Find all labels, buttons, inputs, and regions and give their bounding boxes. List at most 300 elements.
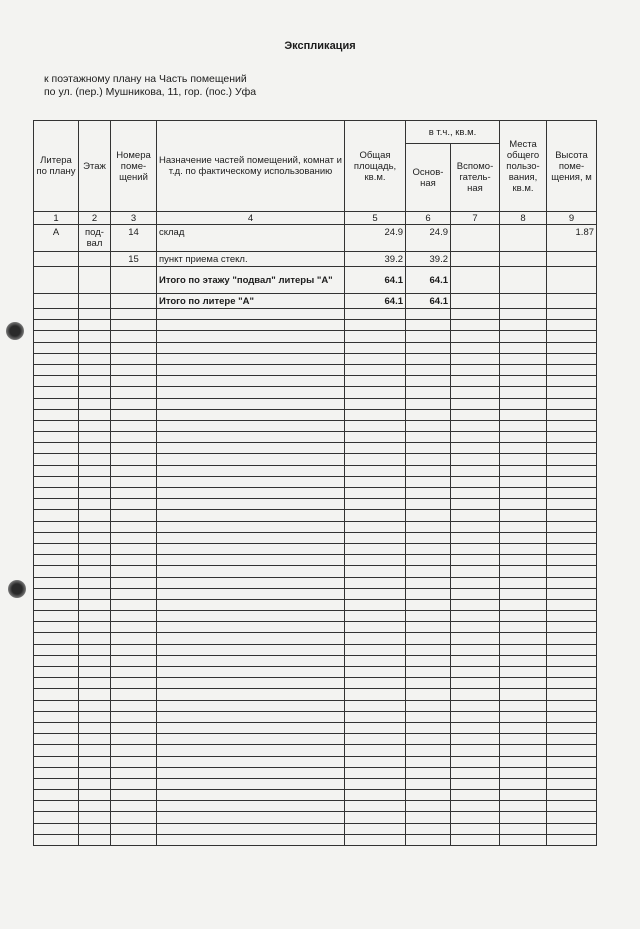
cell-main: 24.9 — [406, 225, 451, 252]
empty-cell — [345, 443, 406, 454]
empty-row — [34, 331, 597, 342]
empty-cell — [500, 667, 547, 678]
cell-litera — [34, 252, 79, 267]
cell-total: 64.1 — [345, 267, 406, 294]
empty-cell — [500, 320, 547, 331]
empty-cell — [406, 611, 451, 622]
empty-cell — [79, 700, 111, 711]
empty-cell — [157, 409, 345, 420]
empty-row — [34, 387, 597, 398]
empty-cell — [406, 700, 451, 711]
cell-etazh: под-вал — [79, 225, 111, 252]
empty-cell — [79, 801, 111, 812]
empty-row — [34, 734, 597, 745]
empty-cell — [34, 801, 79, 812]
empty-cell — [500, 756, 547, 767]
empty-cell — [111, 566, 157, 577]
empty-cell — [34, 398, 79, 409]
empty-cell — [451, 454, 500, 465]
empty-cell — [406, 420, 451, 431]
empty-row — [34, 689, 597, 700]
empty-cell — [34, 611, 79, 622]
empty-cell — [157, 476, 345, 487]
empty-row — [34, 588, 597, 599]
cell-height: 1.87 — [547, 225, 597, 252]
empty-cell — [157, 364, 345, 375]
empty-cell — [345, 644, 406, 655]
cell-aux — [451, 252, 500, 267]
empty-cell — [79, 823, 111, 834]
empty-row — [34, 555, 597, 566]
empty-cell — [345, 599, 406, 610]
empty-cell — [500, 376, 547, 387]
empty-cell — [500, 420, 547, 431]
empty-cell — [34, 812, 79, 823]
empty-cell — [500, 700, 547, 711]
empty-cell — [111, 722, 157, 733]
header-litera: Литера по плану — [34, 121, 79, 212]
empty-cell — [547, 622, 597, 633]
empty-cell — [79, 655, 111, 666]
empty-cell — [79, 398, 111, 409]
empty-cell — [451, 745, 500, 756]
empty-row — [34, 476, 597, 487]
empty-row — [34, 700, 597, 711]
empty-cell — [500, 454, 547, 465]
empty-cell — [500, 633, 547, 644]
empty-cell — [157, 577, 345, 588]
empty-cell — [451, 611, 500, 622]
cell-aux — [451, 267, 500, 294]
empty-cell — [451, 577, 500, 588]
empty-cell — [406, 622, 451, 633]
empty-cell — [34, 667, 79, 678]
empty-cell — [157, 376, 345, 387]
empty-cell — [547, 398, 597, 409]
empty-cell — [79, 409, 111, 420]
empty-cell — [406, 432, 451, 443]
empty-row — [34, 353, 597, 364]
empty-cell — [547, 812, 597, 823]
empty-cell — [345, 387, 406, 398]
empty-cell — [34, 756, 79, 767]
empty-cell — [451, 655, 500, 666]
empty-cell — [547, 745, 597, 756]
empty-cell — [500, 801, 547, 812]
empty-cell — [111, 331, 157, 342]
empty-cell — [79, 443, 111, 454]
empty-cell — [34, 655, 79, 666]
empty-cell — [406, 331, 451, 342]
empty-cell — [34, 454, 79, 465]
empty-cell — [547, 633, 597, 644]
empty-cell — [79, 734, 111, 745]
empty-cell — [406, 543, 451, 554]
empty-cell — [157, 678, 345, 689]
empty-cell — [451, 667, 500, 678]
empty-cell — [345, 812, 406, 823]
empty-cell — [34, 834, 79, 845]
empty-cell — [79, 745, 111, 756]
empty-cell — [500, 398, 547, 409]
empty-cell — [79, 488, 111, 499]
empty-cell — [345, 342, 406, 353]
empty-cell — [500, 588, 547, 599]
empty-cell — [79, 331, 111, 342]
empty-row — [34, 432, 597, 443]
empty-cell — [547, 409, 597, 420]
empty-cell — [547, 543, 597, 554]
empty-cell — [406, 443, 451, 454]
document-title: Экспликация — [284, 40, 356, 52]
empty-cell — [34, 555, 79, 566]
empty-cell — [111, 342, 157, 353]
empty-cell — [500, 387, 547, 398]
cell-total: 64.1 — [345, 294, 406, 309]
empty-cell — [79, 532, 111, 543]
cell-common — [500, 267, 547, 294]
empty-cell — [547, 644, 597, 655]
empty-cell — [451, 543, 500, 554]
empty-cell — [451, 566, 500, 577]
punch-hole — [8, 580, 26, 598]
empty-cell — [157, 499, 345, 510]
empty-cell — [111, 420, 157, 431]
empty-cell — [345, 331, 406, 342]
empty-cell — [500, 499, 547, 510]
cell-etazh — [79, 267, 111, 294]
empty-row — [34, 745, 597, 756]
empty-cell — [547, 420, 597, 431]
empty-cell — [157, 778, 345, 789]
empty-cell — [111, 633, 157, 644]
empty-cell — [451, 488, 500, 499]
empty-cell — [345, 465, 406, 476]
header-vysota: Высота поме-щения, м — [547, 121, 597, 212]
empty-cell — [345, 376, 406, 387]
empty-cell — [111, 745, 157, 756]
empty-cell — [547, 320, 597, 331]
empty-cell — [500, 353, 547, 364]
empty-row — [34, 678, 597, 689]
empty-cell — [157, 398, 345, 409]
empty-cell — [500, 443, 547, 454]
empty-cell — [547, 476, 597, 487]
empty-cell — [157, 543, 345, 554]
empty-cell — [79, 767, 111, 778]
empty-cell — [500, 465, 547, 476]
empty-cell — [111, 465, 157, 476]
empty-cell — [79, 667, 111, 678]
empty-cell — [157, 353, 345, 364]
empty-cell — [111, 756, 157, 767]
empty-cell — [111, 790, 157, 801]
empty-cell — [547, 588, 597, 599]
empty-cell — [34, 476, 79, 487]
empty-cell — [79, 599, 111, 610]
empty-cell — [111, 387, 157, 398]
empty-row — [34, 465, 597, 476]
empty-cell — [500, 364, 547, 375]
empty-cell — [79, 342, 111, 353]
empty-cell — [79, 320, 111, 331]
empty-cell — [500, 532, 547, 543]
empty-cell — [451, 443, 500, 454]
empty-cell — [157, 834, 345, 845]
empty-cell — [79, 387, 111, 398]
empty-row — [34, 655, 597, 666]
empty-cell — [451, 364, 500, 375]
empty-cell — [79, 364, 111, 375]
cell-etazh — [79, 294, 111, 309]
empty-cell — [79, 432, 111, 443]
empty-cell — [406, 734, 451, 745]
empty-cell — [451, 387, 500, 398]
empty-cell — [111, 510, 157, 521]
empty-cell — [547, 577, 597, 588]
empty-cell — [79, 521, 111, 532]
empty-cell — [406, 342, 451, 353]
empty-cell — [79, 633, 111, 644]
empty-cell — [451, 510, 500, 521]
empty-cell — [111, 767, 157, 778]
empty-cell — [79, 309, 111, 320]
empty-cell — [451, 812, 500, 823]
empty-row — [34, 566, 597, 577]
empty-row — [34, 398, 597, 409]
empty-cell — [111, 443, 157, 454]
empty-cell — [345, 790, 406, 801]
empty-cell — [406, 588, 451, 599]
empty-cell — [34, 622, 79, 633]
empty-cell — [157, 700, 345, 711]
empty-cell — [345, 521, 406, 532]
empty-row — [34, 309, 597, 320]
header-obshaya: Общая площадь, кв.м. — [345, 121, 406, 212]
empty-cell — [345, 543, 406, 554]
empty-row — [34, 376, 597, 387]
empty-cell — [406, 510, 451, 521]
empty-cell — [34, 790, 79, 801]
empty-cell — [345, 566, 406, 577]
empty-row — [34, 443, 597, 454]
empty-cell — [157, 465, 345, 476]
empty-cell — [500, 823, 547, 834]
empty-cell — [406, 309, 451, 320]
empty-cell — [34, 566, 79, 577]
empty-cell — [111, 309, 157, 320]
cell-aux — [451, 225, 500, 252]
empty-row — [34, 454, 597, 465]
empty-cell — [111, 622, 157, 633]
empty-cell — [34, 376, 79, 387]
empty-cell — [111, 398, 157, 409]
empty-cell — [34, 432, 79, 443]
empty-row — [34, 790, 597, 801]
empty-cell — [500, 611, 547, 622]
cell-main: 64.1 — [406, 294, 451, 309]
empty-cell — [547, 689, 597, 700]
empty-cell — [451, 532, 500, 543]
empty-cell — [406, 834, 451, 845]
empty-cell — [79, 834, 111, 845]
empty-row — [34, 722, 597, 733]
empty-cell — [34, 633, 79, 644]
empty-cell — [111, 364, 157, 375]
empty-row — [34, 756, 597, 767]
empty-cell — [345, 700, 406, 711]
empty-cell — [451, 801, 500, 812]
empty-row — [34, 364, 597, 375]
empty-cell — [451, 409, 500, 420]
empty-cell — [157, 611, 345, 622]
empty-cell — [111, 711, 157, 722]
empty-cell — [34, 767, 79, 778]
empty-cell — [500, 678, 547, 689]
empty-cell — [500, 555, 547, 566]
empty-cell — [345, 611, 406, 622]
empty-cell — [157, 812, 345, 823]
empty-cell — [79, 812, 111, 823]
empty-cell — [111, 778, 157, 789]
empty-cell — [345, 834, 406, 845]
column-number-row — [34, 212, 597, 225]
empty-cell — [500, 790, 547, 801]
empty-row — [34, 644, 597, 655]
empty-row — [34, 622, 597, 633]
empty-row — [34, 320, 597, 331]
empty-cell — [500, 622, 547, 633]
empty-cell — [157, 734, 345, 745]
header-osnovnaya: Основ-ная — [406, 144, 451, 212]
empty-cell — [79, 622, 111, 633]
empty-cell — [451, 353, 500, 364]
empty-cell — [111, 577, 157, 588]
column-number: 8 — [500, 212, 547, 225]
explication-table — [33, 120, 597, 846]
empty-cell — [157, 823, 345, 834]
empty-cell — [34, 420, 79, 431]
empty-cell — [34, 309, 79, 320]
empty-cell — [79, 510, 111, 521]
empty-cell — [345, 622, 406, 633]
empty-cell — [111, 667, 157, 678]
empty-cell — [406, 566, 451, 577]
empty-cell — [111, 543, 157, 554]
empty-cell — [34, 521, 79, 532]
empty-cell — [451, 689, 500, 700]
empty-cell — [111, 823, 157, 834]
empty-cell — [345, 722, 406, 733]
empty-cell — [345, 532, 406, 543]
empty-cell — [406, 599, 451, 610]
empty-cell — [111, 655, 157, 666]
header-vspomogatelnaya: Вспомо-гатель-ная — [451, 144, 500, 212]
empty-cell — [34, 353, 79, 364]
empty-cell — [500, 476, 547, 487]
empty-cell — [500, 834, 547, 845]
empty-cell — [345, 577, 406, 588]
empty-cell — [345, 476, 406, 487]
empty-cell — [157, 756, 345, 767]
empty-cell — [34, 320, 79, 331]
header-vtch: в т.ч., кв.м. — [406, 121, 500, 144]
empty-cell — [451, 465, 500, 476]
empty-cell — [406, 812, 451, 823]
empty-cell — [111, 734, 157, 745]
empty-cell — [451, 342, 500, 353]
empty-cell — [500, 711, 547, 722]
empty-cell — [34, 443, 79, 454]
empty-row — [34, 532, 597, 543]
empty-cell — [79, 790, 111, 801]
empty-cell — [34, 577, 79, 588]
empty-cell — [547, 432, 597, 443]
empty-cell — [34, 734, 79, 745]
empty-cell — [157, 309, 345, 320]
empty-cell — [34, 689, 79, 700]
empty-row — [34, 543, 597, 554]
empty-cell — [111, 689, 157, 700]
empty-cell — [157, 320, 345, 331]
empty-cell — [406, 767, 451, 778]
empty-cell — [406, 376, 451, 387]
empty-row — [34, 667, 597, 678]
punch-hole — [6, 322, 24, 340]
empty-cell — [345, 555, 406, 566]
cell-nomer — [111, 294, 157, 309]
empty-cell — [406, 555, 451, 566]
column-number: 9 — [547, 212, 597, 225]
empty-cell — [79, 689, 111, 700]
empty-cell — [157, 521, 345, 532]
empty-cell — [547, 555, 597, 566]
empty-cell — [79, 778, 111, 789]
empty-cell — [157, 566, 345, 577]
empty-cell — [345, 633, 406, 644]
empty-cell — [111, 812, 157, 823]
empty-row — [34, 767, 597, 778]
empty-cell — [157, 588, 345, 599]
cell-common — [500, 294, 547, 309]
cell-height — [547, 252, 597, 267]
empty-cell — [345, 778, 406, 789]
empty-cell — [157, 622, 345, 633]
cell-common — [500, 225, 547, 252]
empty-cell — [79, 577, 111, 588]
cell-nomer: 15 — [111, 252, 157, 267]
header-naznachenie: Назначение частей помещений, комнат и т.д. по фактическому использованию — [157, 121, 345, 212]
empty-cell — [547, 376, 597, 387]
empty-cell — [34, 588, 79, 599]
empty-cell — [111, 555, 157, 566]
empty-cell — [157, 722, 345, 733]
table-row — [34, 252, 597, 267]
empty-cell — [500, 566, 547, 577]
empty-cell — [111, 611, 157, 622]
cell-height — [547, 267, 597, 294]
empty-cell — [345, 711, 406, 722]
empty-cell — [79, 644, 111, 655]
empty-cell — [34, 499, 79, 510]
empty-cell — [345, 420, 406, 431]
empty-cell — [34, 409, 79, 420]
cell-height — [547, 294, 597, 309]
empty-cell — [79, 476, 111, 487]
empty-cell — [157, 387, 345, 398]
empty-cell — [34, 711, 79, 722]
empty-cell — [406, 465, 451, 476]
